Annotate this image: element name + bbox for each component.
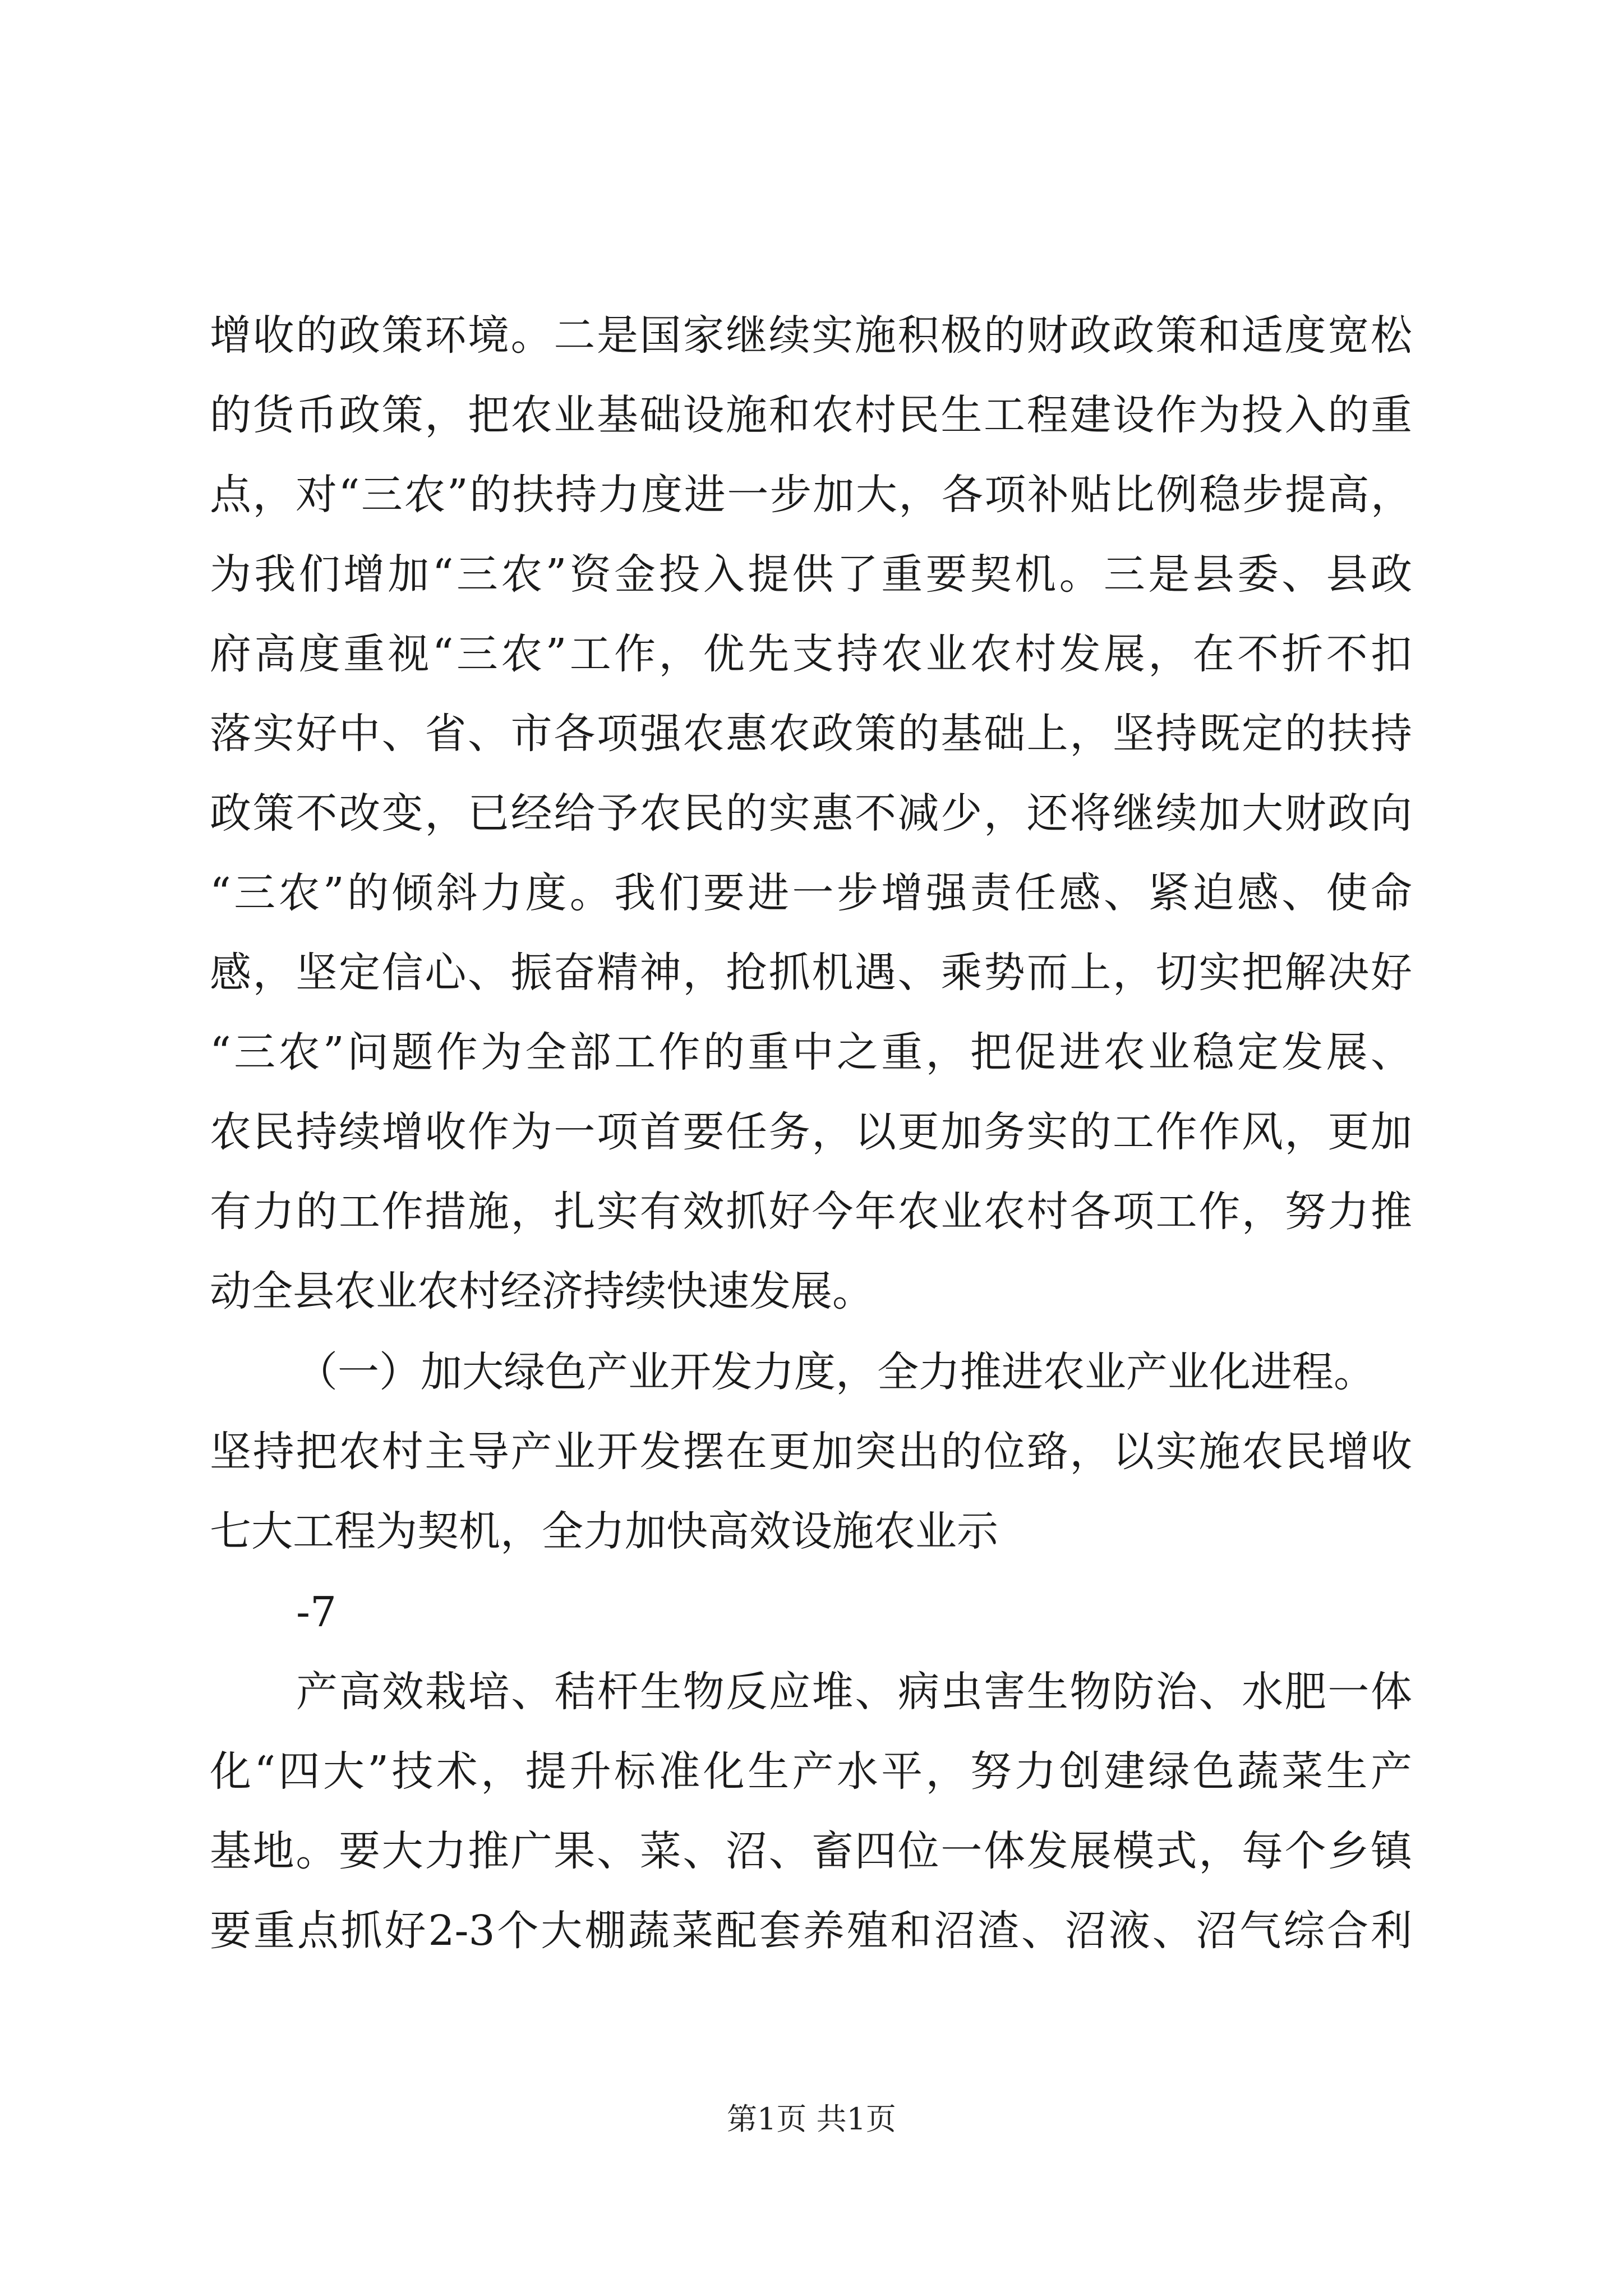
body-text-line: 感，坚定信心、振奋精神，抢抓机遇、乘势而上，切实把解决好 (210, 949, 1412, 997)
body-text-line: 为我们增加“三农”资金投入提供了重要契机。三是县委、县政 (210, 550, 1412, 599)
body-text-line: 化“四大”技术，提升标准化生产水平，努力创建绿色蔬菜生产 (210, 1747, 1412, 1796)
body-text-line: “三农”的倾斜力度。我们要进一步增强责任感、紧迫感、使命 (210, 869, 1412, 917)
body-text-line: “三农”问题作为全部工作的重中之重，把促进农业稳定发展、 (210, 1028, 1412, 1076)
body-text-line: 基地。要大力推广果、菜、沼、畜四位一体发展模式，每个乡镇 (210, 1827, 1412, 1875)
body-text-line: 府高度重视“三农”工作，优先支持农业农村发展，在不折不扣 (210, 630, 1412, 678)
body-text-line: 落实好中、省、市各项强农惠农政策的基础上，坚持既定的扶持 (210, 710, 1412, 758)
body-text-line: 政策不改变，已经给予农民的实惠不减少，还将继续加大财政向 (210, 789, 1412, 838)
body-text-line: 有力的工作措施，扎实有效抓好今年农业农村各项工作，努力推 (210, 1188, 1412, 1236)
body-text-line: 农民持续增收作为一项首要任务，以更加务实的工作作风，更加 (210, 1108, 1412, 1156)
page-footer: 第1页 共1页 (727, 2101, 896, 2137)
page-marker: -7 (296, 1588, 337, 1636)
body-text-line: 点，对“三农”的扶持力度进一步加大，各项补贴比例稳步提高， (210, 471, 1412, 519)
section-heading-line: （一）加大绿色产业开发力度，全力推进农业产业化进程。 (296, 1348, 1375, 1396)
body-text-line: 动全县农业农村经济持续快速发展。 (210, 1267, 874, 1315)
body-text-line: 的货币政策，把农业基础设施和农村民生工程建设作为投入的重 (210, 391, 1412, 439)
body-text-line: 增收的政策环境。二是国家继续实施积极的财政政策和适度宽松 (210, 311, 1412, 360)
body-text-line: 坚持把农村主导产业开发摆在更加突出的位臵，以实施农民增收 (210, 1428, 1412, 1476)
body-text-line: 七大工程为契机，全力加快高效设施农业示 (210, 1507, 998, 1556)
body-text-line: 产高效栽培、秸杆生物反应堆、病虫害生物防治、水肥一体 (296, 1668, 1412, 1716)
body-text-line: 要重点抓好2-3个大棚蔬菜配套养殖和沼渣、沼液、沼气综合利 (210, 1907, 1412, 1955)
